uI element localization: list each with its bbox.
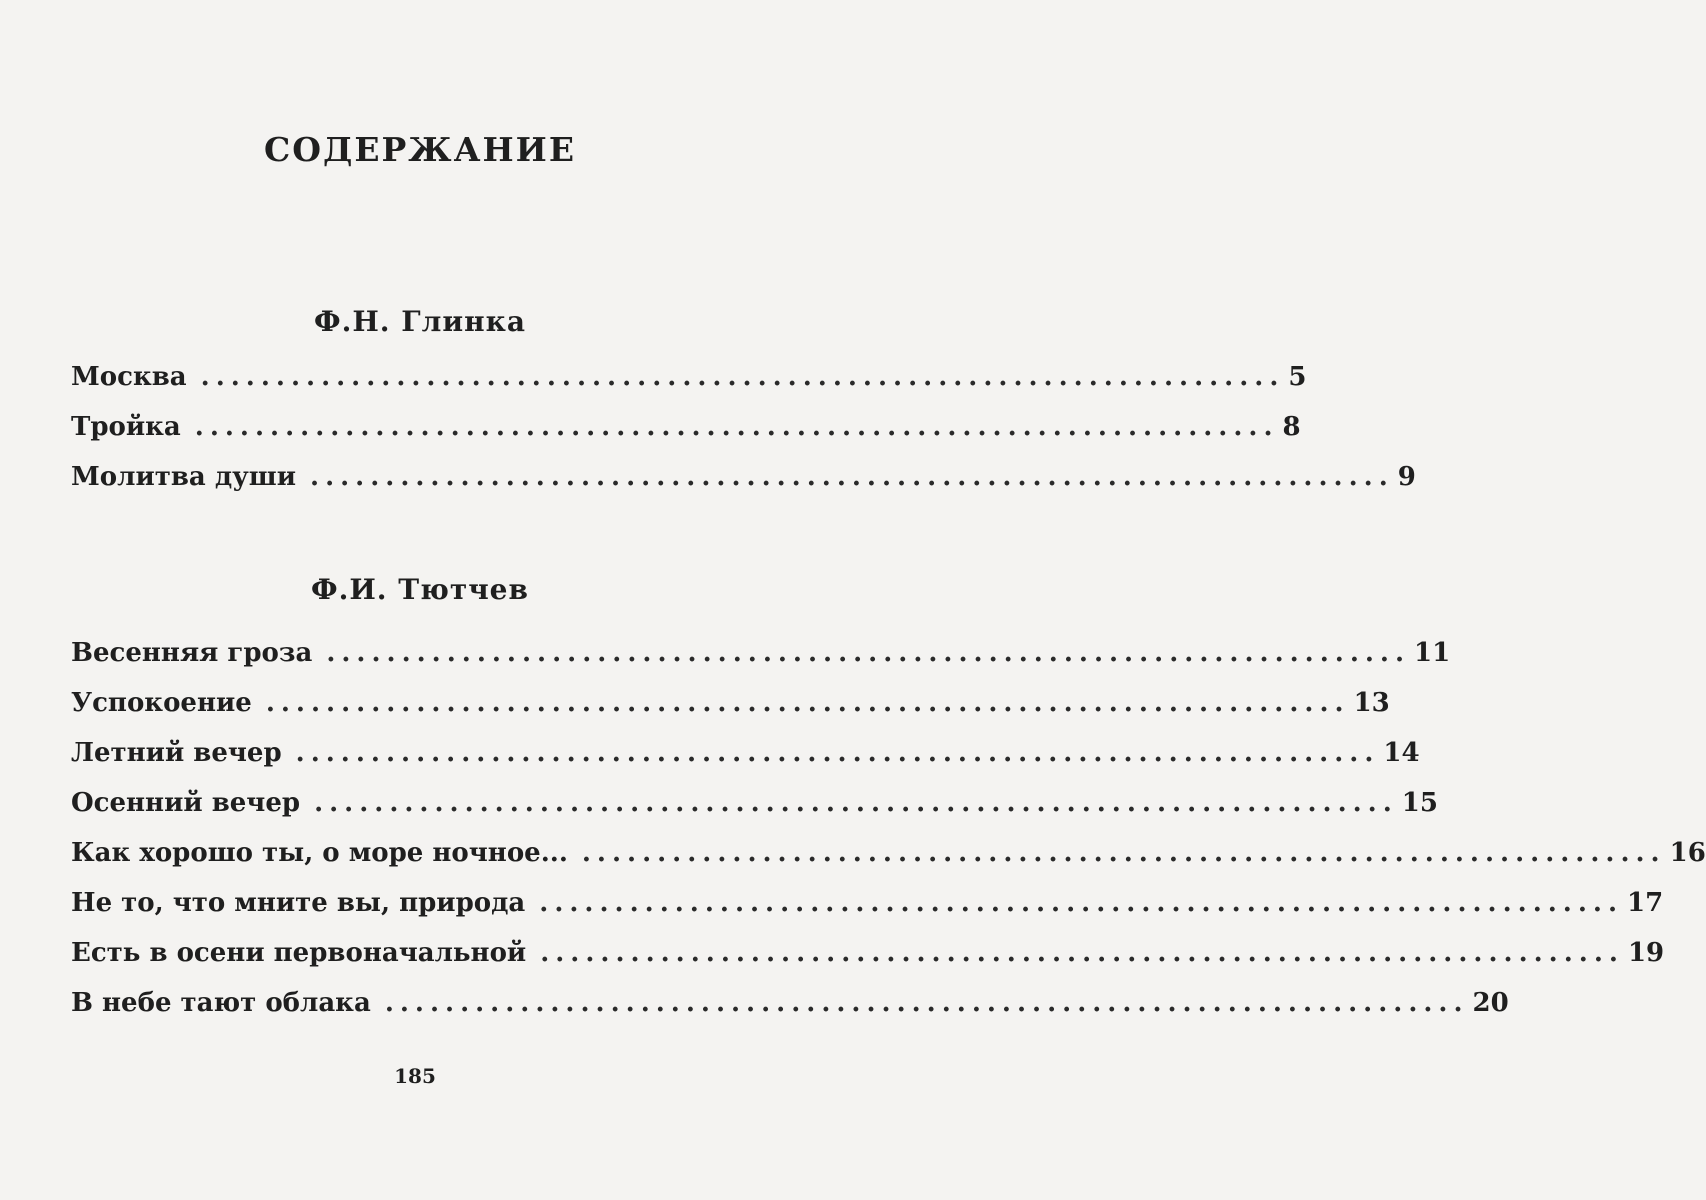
- toc-entry[interactable]: [71, 838, 1706, 888]
- toc-entry[interactable]: [71, 412, 1301, 462]
- toc-entry[interactable]: [71, 938, 1665, 988]
- leader-dots: ........................................................................: [295, 738, 1380, 768]
- toc-entry-title: В небе тают облака: [71, 988, 371, 1018]
- toc-entry-title: Есть в осени первоначальной: [71, 938, 527, 968]
- toc-entry-page: 15: [1401, 788, 1438, 818]
- page-number: 185: [394, 1064, 436, 1088]
- section-author-glinka: Ф.Н. Глинка: [314, 305, 526, 338]
- toc-entry[interactable]: [71, 462, 1416, 512]
- toc-entry-title: Не то, что мните вы, природа: [71, 888, 526, 918]
- toc-entry[interactable]: [71, 988, 1509, 1038]
- toc-entry-page: 8: [1282, 412, 1301, 442]
- section-author-tyutchev: Ф.И. Тютчев: [311, 573, 529, 606]
- leader-dots: ........................................................................: [310, 462, 1394, 492]
- toc-entry[interactable]: [71, 788, 1438, 838]
- toc-entry[interactable]: [71, 362, 1307, 412]
- toc-entry-title: Осенний вечер: [71, 788, 301, 818]
- toc-entry-title: Молитва души: [71, 462, 297, 492]
- leader-dots: ........................................................................: [200, 362, 1285, 392]
- toc-entry-page: 16: [1669, 838, 1706, 868]
- leader-dots: ........................................................................: [581, 838, 1666, 868]
- toc-entry-page: 5: [1288, 362, 1307, 392]
- leader-dots: ........................................................................: [265, 688, 1350, 718]
- toc-entry-title: Тройка: [71, 412, 181, 442]
- toc-entry-page: 14: [1383, 738, 1420, 768]
- leader-dots: ........................................................................: [194, 412, 1279, 442]
- toc-entry[interactable]: [71, 638, 1451, 688]
- toc-entry-title: Летний вечер: [71, 738, 282, 768]
- page-title: СОДЕРЖАНИЕ: [263, 130, 576, 169]
- toc-entry-title: Успокоение: [71, 688, 252, 718]
- leader-dots: ........................................................................: [539, 888, 1624, 918]
- toc-entry[interactable]: [71, 738, 1420, 788]
- toc-entry-page: 20: [1472, 988, 1509, 1018]
- leader-dots: ........................................................................: [326, 638, 1411, 668]
- leader-dots: ........................................................................: [540, 938, 1624, 968]
- toc-entry-page: 17: [1627, 888, 1664, 918]
- leader-dots: ........................................................................: [384, 988, 1469, 1018]
- toc-entry[interactable]: [71, 688, 1390, 738]
- toc-entry-page: 11: [1414, 638, 1451, 668]
- toc-entry-page: 13: [1353, 688, 1390, 718]
- toc-entry-page: 9: [1397, 462, 1416, 492]
- toc-entry-title: Москва: [71, 362, 187, 392]
- toc-list-glinka: [71, 362, 1416, 512]
- toc-entry-title: Весенняя гроза: [71, 638, 313, 668]
- toc-entry[interactable]: [71, 888, 1664, 938]
- leader-dots: ........................................................................: [314, 788, 1398, 818]
- toc-entry-title: Как хорошо ты, о море ночное...: [71, 838, 568, 868]
- toc-entry-page: 19: [1627, 938, 1665, 968]
- toc-list-tyutchev: [71, 638, 1706, 1038]
